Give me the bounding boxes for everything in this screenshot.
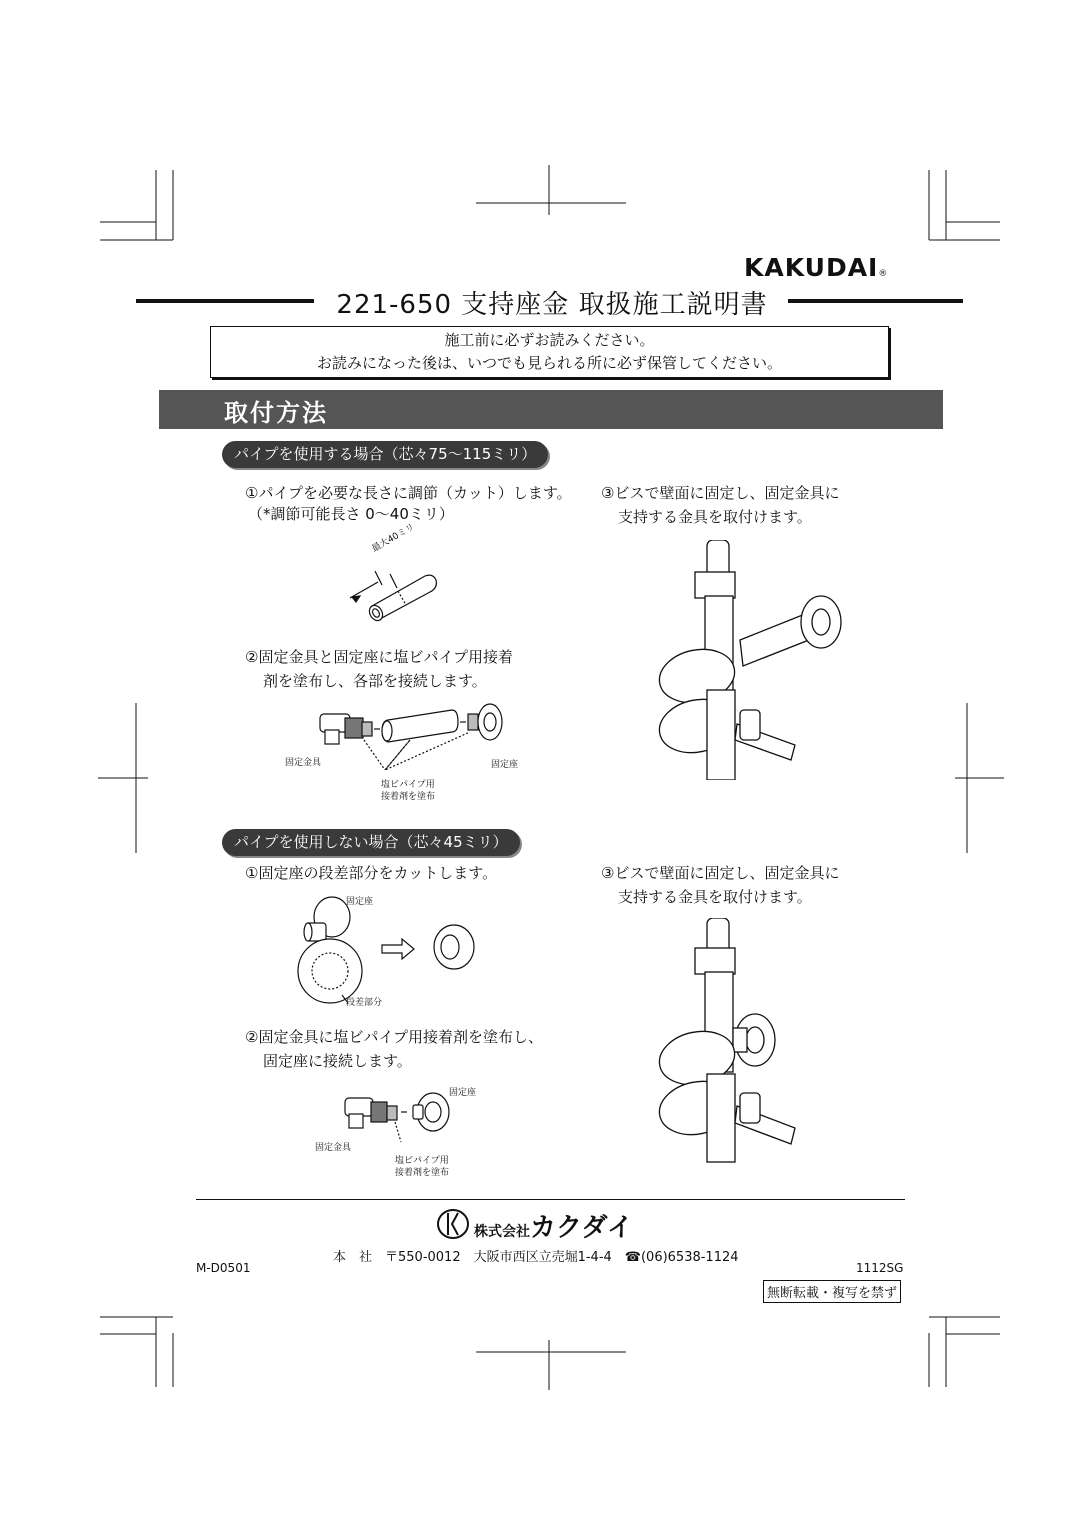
installed-without-pipe-illustration: [645, 918, 845, 1163]
with-pipe-step1-note: （*調節可能長さ 0〜40ミリ）: [248, 505, 454, 523]
without-pipe-step3-line1: ③ビスで壁面に固定し、固定金具に: [601, 864, 840, 882]
label-seat: 固定座: [491, 760, 519, 770]
with-pipe-heading: パイプを使用する場合（芯々75〜115ミリ）: [222, 441, 548, 468]
section-title: 取付方法: [224, 399, 328, 427]
label-step-part: 段差部分: [346, 998, 383, 1008]
seat-cut-illustration: [290, 895, 490, 1005]
without-pipe-heading: パイプを使用しない場合（芯々45ミリ）: [222, 829, 520, 856]
notice-line-2: お読みになった後は、いつでも見られる所に必ず保管してください。: [316, 354, 782, 372]
notice-line-1: 施工前に必ずお読みください。: [444, 331, 655, 349]
without-pipe-step2-line2: 固定座に接続します。: [263, 1052, 412, 1070]
with-pipe-step3-line1: ③ビスで壁面に固定し、固定金具に: [601, 484, 840, 502]
installed-with-pipe-illustration: [645, 540, 865, 780]
label-adhesive: 塩ビパイプ用 接着剤を塗布: [381, 780, 436, 802]
title-rule-left: [136, 299, 314, 303]
pipe-cut-illustration: [330, 528, 480, 628]
company-logo: [436, 1208, 470, 1240]
document-id: M-D0501: [196, 1261, 251, 1275]
company-address: 本 社 〒550-0012 大阪市西区立売堀1-4-4 ☎(06)6538-1124: [333, 1250, 739, 1265]
max-length-label: 最大40ミリ: [370, 522, 417, 555]
without-pipe-step2-line1: ②固定金具に塩ビパイプ用接着剤を塗布し、: [245, 1028, 543, 1046]
with-pipe-step3-line2: 支持する金具を取付けます。: [618, 508, 812, 526]
title-rule-right: [788, 299, 963, 303]
brand-logo: KAKUDAI®: [744, 253, 889, 282]
footer-rule: [196, 1199, 905, 1200]
label-adhesive-2: 塩ビパイプ用 接着剤を塗布: [395, 1156, 450, 1178]
copyright-stamp: 無断転載・複写を禁ず: [763, 1280, 901, 1303]
with-pipe-step2-line1: ②固定金具と固定座に塩ビパイプ用接着: [245, 648, 513, 666]
notice-box: [210, 326, 889, 378]
label-seat-3: 固定座: [449, 1088, 477, 1098]
with-pipe-step2-line2: 剤を塗布し、各部を接続します。: [263, 672, 487, 690]
company-name: 株式会社カクダイ: [474, 1213, 633, 1243]
without-pipe-step3-line2: 支持する金具を取付けます。: [618, 888, 812, 906]
label-fixture: 固定金具: [285, 758, 322, 768]
label-fixture-2: 固定金具: [315, 1143, 352, 1153]
without-pipe-step1: ①固定座の段差部分をカットします。: [245, 864, 498, 882]
print-code: 1112SG: [856, 1261, 904, 1275]
document-title: 221-650 支持座金 取扱施工説明書: [336, 290, 768, 320]
with-pipe-step1: ①パイプを必要な長さに調節（カット）します。: [245, 484, 572, 502]
label-seat-2: 固定座: [346, 897, 374, 907]
